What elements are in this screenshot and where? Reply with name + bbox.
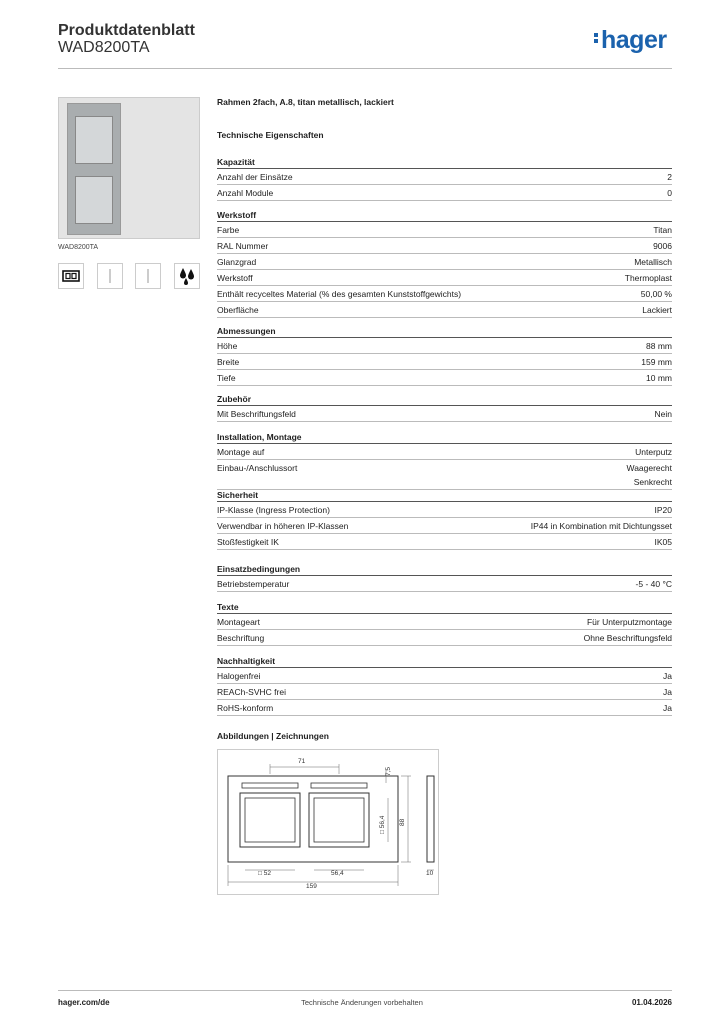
- spec-value: [634, 255, 672, 269]
- section-title: Texte: [217, 601, 672, 614]
- spec-row: [217, 444, 672, 460]
- spec-label: Tiefe: [217, 373, 236, 383]
- spec-label: Farbe: [217, 225, 240, 235]
- spec-value-line: Titan: [653, 225, 672, 235]
- spec-value: [642, 303, 672, 317]
- spec-section: [217, 325, 672, 386]
- spec-value-line: Für Unterputzmontage: [586, 617, 672, 627]
- spec-row: [217, 222, 672, 238]
- product-description: Rahmen 2fach, A.8, titan metallisch, lackiert: [217, 97, 394, 107]
- spec-value: [663, 669, 672, 683]
- spec-value-line: 88 mm: [646, 341, 672, 351]
- dim-7-5: 7,5: [385, 766, 392, 776]
- spec-label: Montage auf: [217, 447, 265, 457]
- frame-illustration: [67, 103, 121, 235]
- logo-dots-icon: [594, 31, 599, 45]
- spec-value: [635, 445, 672, 459]
- spec-row: [217, 169, 672, 185]
- spec-label: Halogenfrei: [217, 671, 261, 681]
- footer-divider: [58, 990, 672, 991]
- spec-label: Höhe: [217, 341, 238, 351]
- spec-value-line: Ja: [663, 671, 672, 681]
- image-caption: WAD8200TA: [58, 244, 99, 251]
- spec-row: [217, 185, 672, 201]
- section-title: Abmessungen: [217, 325, 672, 338]
- spec-value-line: Thermoplast: [624, 273, 672, 283]
- section-title: Zubehör: [217, 393, 672, 406]
- spec-row: [217, 518, 672, 534]
- spec-label: Stoßfestigkeit IK: [217, 537, 279, 547]
- spec-label: REACh-SVHC frei: [217, 687, 286, 697]
- spec-value: [646, 371, 672, 385]
- spec-label: RoHS-konform: [217, 703, 274, 713]
- spec-value: [653, 239, 672, 253]
- spec-row: [217, 406, 672, 422]
- label-field-left: [242, 783, 298, 788]
- spec-value: [663, 685, 672, 699]
- spec-section: [217, 156, 672, 201]
- spec-row: [217, 338, 672, 354]
- spec-value: [636, 577, 672, 591]
- spec-value-line: Waagerecht: [626, 463, 672, 473]
- spec-value-line: 10 mm: [646, 373, 672, 383]
- spec-section: [217, 431, 672, 490]
- label-field-right: [311, 783, 367, 788]
- spec-label: Betriebstemperatur: [217, 579, 290, 589]
- spec-row: [217, 460, 672, 490]
- section-title: Kapazität: [217, 156, 672, 169]
- spec-value-line: 9006: [653, 241, 672, 251]
- spec-value-line: IP20: [654, 505, 672, 515]
- spec-value-line: Ja: [663, 687, 672, 697]
- product-image: [58, 97, 200, 239]
- spec-value-line: Lackiert: [642, 305, 672, 315]
- spec-value: [663, 701, 672, 715]
- dim-88: 88: [399, 818, 406, 826]
- spec-row: [217, 302, 672, 318]
- section-title: Sicherheit: [217, 489, 672, 502]
- spec-section: [217, 209, 672, 318]
- opening-right-inner: [314, 798, 364, 842]
- spec-value-line: IP44 in Kombination mit Dichtungsset: [530, 521, 672, 531]
- article-number: WAD8200TA: [58, 39, 150, 56]
- spec-row: [217, 668, 672, 684]
- drawings-heading: Abbildungen | Zeichnungen: [217, 731, 329, 741]
- spec-row: [217, 370, 672, 386]
- footer-date: 01.04.2026: [631, 998, 672, 1007]
- vertical-line-icon: [97, 263, 123, 289]
- spec-value: [653, 223, 672, 237]
- footer-notice: Technische Änderungen vorbehalten: [301, 998, 423, 1007]
- hager-logo: [594, 26, 667, 55]
- vertical-line-icon: [135, 263, 161, 289]
- section-title: Installation, Montage: [217, 431, 672, 444]
- spec-value: [641, 287, 672, 301]
- spec-value-line: IK05: [654, 537, 672, 547]
- spec-row: [217, 286, 672, 302]
- spec-value-line: -5 - 40 °C: [635, 579, 672, 589]
- double-frame-icon: [58, 263, 84, 289]
- spec-label: Montageart: [217, 617, 260, 627]
- spec-label: Beschriftung: [217, 633, 265, 643]
- spec-label: Werkstoff: [217, 273, 253, 283]
- spec-label: Oberfläche: [217, 305, 259, 315]
- section-title: Werkstoff: [217, 209, 672, 222]
- spec-value-line: 0: [667, 188, 672, 198]
- logo-text: hager: [601, 26, 667, 54]
- spec-value: [667, 186, 672, 200]
- spec-value-line: Ohne Beschriftungsfeld: [583, 633, 672, 643]
- spec-label: Breite: [217, 357, 240, 367]
- tech-heading: Technische Eigenschaften: [217, 130, 324, 140]
- page-title: Produktdatenblatt: [58, 22, 195, 39]
- spec-label: Anzahl Module: [217, 188, 274, 198]
- spec-row: [217, 238, 672, 254]
- spec-value-line: 50,00 %: [640, 289, 672, 299]
- frame-opening-top: [75, 116, 113, 164]
- spec-value-line: 159 mm: [641, 357, 672, 367]
- water-drops-icon: [174, 263, 200, 289]
- spec-row: [217, 614, 672, 630]
- dim-56-4-vertical: □ 56,4: [379, 815, 386, 834]
- spec-value-line: Nein: [654, 409, 672, 419]
- dim-10: 10: [426, 870, 434, 877]
- spec-value: [584, 631, 672, 645]
- spec-label: RAL Nummer: [217, 241, 269, 251]
- dim-71: 71: [298, 758, 306, 765]
- dimension-drawing: [217, 749, 439, 895]
- frame-opening-bottom: [75, 176, 113, 224]
- spec-value: [655, 535, 673, 549]
- spec-value-line: Ja: [663, 703, 672, 713]
- dim-52: □ 52: [258, 870, 271, 877]
- footer-url[interactable]: hager.com/de: [58, 998, 110, 1007]
- spec-value-line: 2: [667, 172, 672, 182]
- spec-row: [217, 684, 672, 700]
- spec-section: [217, 601, 672, 646]
- spec-value: [641, 355, 672, 369]
- spec-section: [217, 393, 672, 422]
- opening-left-inner: [245, 798, 295, 842]
- spec-label: Verwendbar in höheren IP-Klassen: [217, 521, 349, 531]
- spec-row: [217, 254, 672, 270]
- spec-value: [531, 519, 672, 533]
- spec-section: [217, 655, 672, 716]
- spec-label: Enthält recyceltes Material (% des gesamten Kunststoffgewichts): [217, 289, 462, 299]
- spec-value: [587, 615, 672, 629]
- side-view-outline: [427, 776, 434, 862]
- spec-label: IP-Klasse (Ingress Protection): [217, 505, 330, 515]
- spec-label: Glanzgrad: [217, 257, 257, 267]
- spec-row: [217, 270, 672, 286]
- section-title: Nachhaltigkeit: [217, 655, 672, 668]
- header-divider: [58, 68, 672, 69]
- dim-159: 159: [306, 883, 317, 890]
- spec-value: [655, 407, 672, 421]
- spec-section: [217, 489, 672, 550]
- spec-row: [217, 630, 672, 646]
- spec-value: [667, 170, 672, 184]
- spec-value: [626, 461, 672, 489]
- spec-value: [646, 339, 672, 353]
- spec-label: Anzahl der Einsätze: [217, 172, 293, 182]
- spec-value-line: Senkrecht: [633, 477, 672, 487]
- spec-row: [217, 502, 672, 518]
- dim-56-4-horizontal: 56,4: [331, 870, 344, 877]
- spec-value-line: Metallisch: [634, 257, 672, 267]
- spec-label: Einbau-/Anschlussort: [217, 463, 298, 473]
- spec-value-line: Unterputz: [635, 447, 672, 457]
- spec-value: [625, 271, 672, 285]
- spec-row: [217, 354, 672, 370]
- section-title: Einsatzbedingungen: [217, 563, 672, 576]
- spec-row: [217, 576, 672, 592]
- spec-section: [217, 563, 672, 592]
- spec-row: [217, 700, 672, 716]
- spec-value: [655, 503, 673, 517]
- spec-row: [217, 534, 672, 550]
- spec-label: Mit Beschriftungsfeld: [217, 409, 296, 419]
